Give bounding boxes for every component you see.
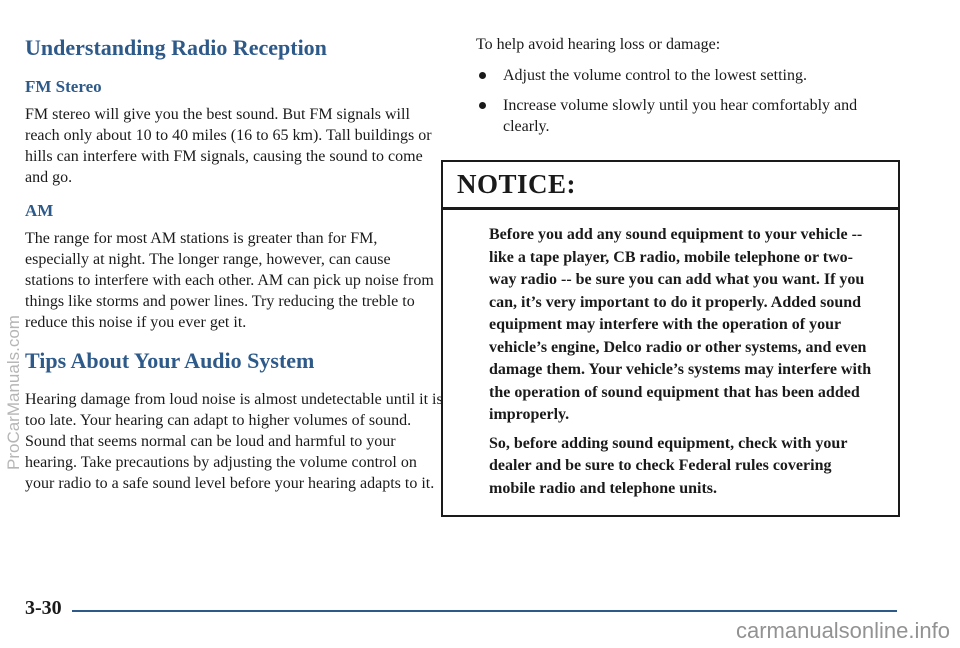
subheading-am: AM: [25, 201, 54, 220]
bullet-icon: [479, 102, 486, 109]
audio-tips-paragraph: Hearing damage from loud noise is almost undetectable until it is too late. Your hearing can adapt to higher volumes of sound. Sound that seems normal can be loud and harmful to your hearing. Take precautions by adjusting the volume control on your radio to a safe sound level before your hearing adapts to it.: [25, 391, 443, 492]
subheading-fm-stereo: FM Stereo: [25, 77, 102, 96]
am-paragraph: The range for most AM stations is greater than for FM, especially at night. The longer range, however, can cause stations to interfere with each other. AM can pick up noise from things like storms and power lines. Try reducing the treble to reduce this noise if you ever get it.: [25, 230, 434, 331]
hearing-tips-list: [476, 65, 906, 137]
notice-body: [443, 210, 898, 500]
hearing-intro-text: To help avoid hearing loss or damage:: [476, 36, 721, 53]
list-item: [476, 95, 906, 137]
fm-stereo-paragraph: FM stereo will give you the best sound. But FM signals will reach only about 10 to 40 miles (16 to 65 km). Tall buildings or hills can interfere with FM signals, causing the sound to come and go.: [25, 106, 432, 186]
left-column: [25, 34, 443, 494]
list-item: [476, 65, 906, 86]
notice-paragraph: So, before adding sound equipment, check with your dealer and be sure to check Federal rules covering mobile radio and telephone units.: [489, 434, 848, 497]
bullet-icon: [479, 72, 486, 79]
notice-title: NOTICE:: [457, 169, 577, 199]
page-number: 3-30: [25, 597, 62, 619]
side-watermark: ProCarManuals.com: [4, 315, 23, 470]
notice-header: [443, 162, 898, 210]
notice-paragraph: Before you add any sound equipment to your vehicle -- like a tape player, CB radio, mobile telephone or two-way radio -- be sure you can add what you want. If you can, it’s very important to do it properly. Added sound equipment may interfere with the operation of your vehicle’s engine, Delco radio or other systems, and even damage them. Your vehicle’s systems may interfere with the operation of sound equipment that has been added improperly.: [489, 226, 872, 423]
notice-box: [441, 160, 900, 517]
section-heading-audio-tips: Tips About Your Audio System: [25, 348, 315, 373]
right-column: [476, 34, 906, 146]
list-item-text: Increase volume slowly until you hear comfortably and clearly.: [503, 97, 858, 135]
section-heading-radio-reception: Understanding Radio Reception: [25, 35, 327, 60]
list-item-text: Adjust the volume control to the lowest setting.: [503, 67, 807, 84]
footer-rule: [72, 610, 897, 612]
bottom-watermark: carmanualsonline.info: [735, 618, 950, 643]
